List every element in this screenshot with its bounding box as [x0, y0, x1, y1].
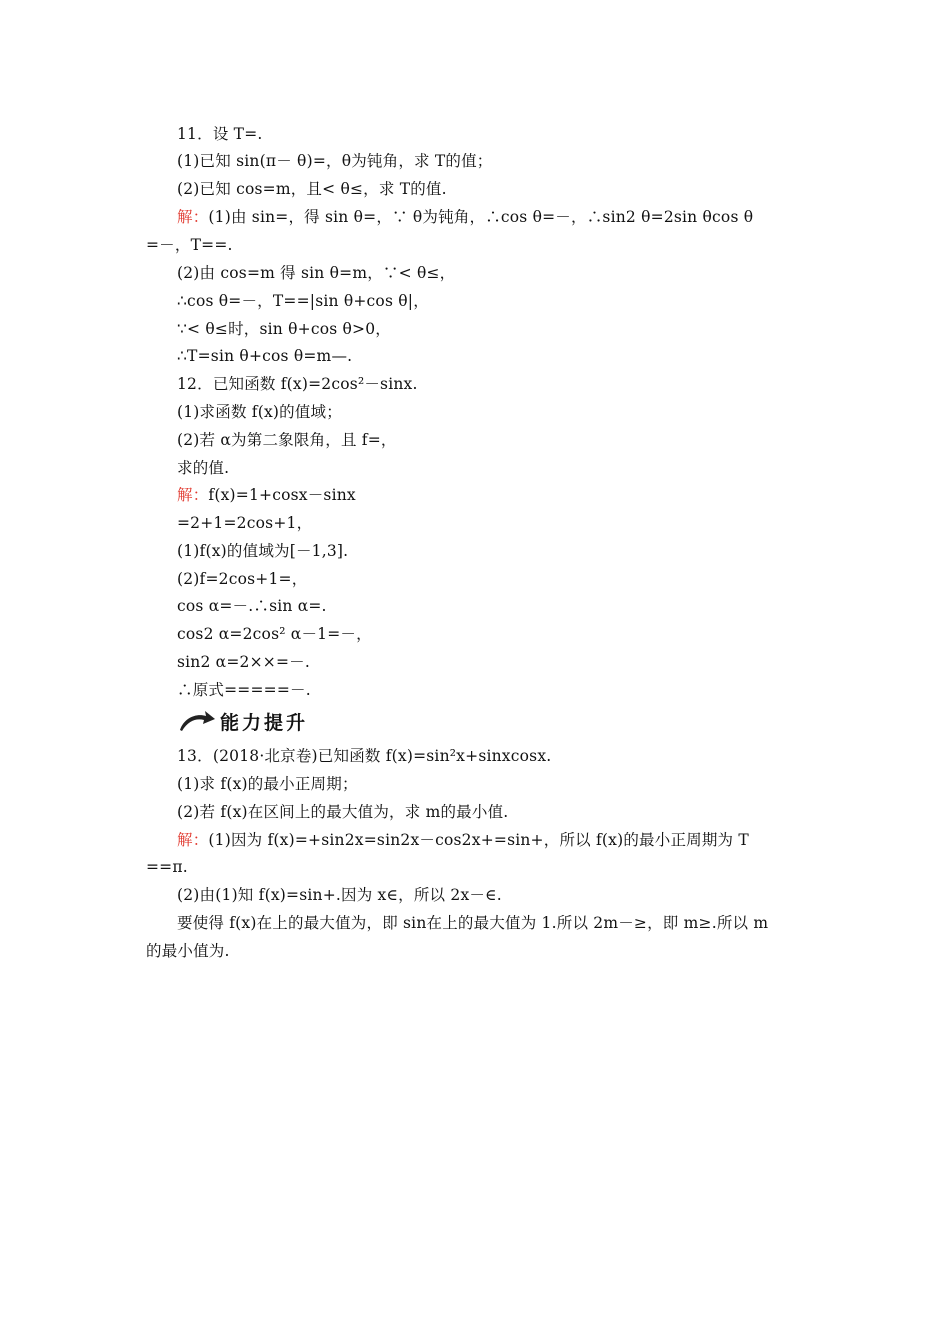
- line-text: ∴cos θ=－，T==|sin θ+cos θ|，: [177, 292, 429, 310]
- curved-arrow-icon: [176, 708, 216, 734]
- line-text: (1)已知 sin(π－ θ)=，θ为钝角，求 T的值；: [177, 152, 493, 170]
- text-line: [177, 885, 502, 905]
- section-banner-title: 能力提升: [220, 711, 309, 734]
- line-text: (2)f=2cos+1=，: [177, 570, 308, 588]
- line-text: sin2 α=2××=－.: [177, 653, 310, 671]
- line-text: (2)由 cos=m 得 sin θ=m，∵< θ≤，: [177, 264, 456, 282]
- line-text: 求的值.: [177, 459, 230, 477]
- text-line: [177, 513, 312, 533]
- line-text: (1)由 sin=，得 sin θ=，∵ θ为钝角，∴cos θ=－，∴sin2 θ=2sin θcos θ: [208, 208, 754, 226]
- text-line: [177, 652, 310, 672]
- line-text: f(x)=1+cosx－sinx: [208, 486, 356, 504]
- text-line: [177, 346, 352, 366]
- solution-label: 解：: [177, 831, 209, 849]
- line-text: 要使得 f(x)在上的最大值为，即 sin在上的最大值为 1.所以 2m－≥，即 m≥.所以 m: [177, 914, 769, 932]
- text-line: [177, 624, 372, 644]
- text-line: [177, 774, 358, 794]
- text-line: [146, 235, 233, 255]
- text-line: [177, 124, 263, 144]
- line-text: (1)求函数 f(x)的值域；: [177, 403, 342, 421]
- line-text: ==π.: [146, 858, 188, 876]
- line-text: cos α=－.∴sin α=.: [177, 597, 327, 615]
- text-line: [177, 430, 397, 450]
- text-line: [177, 374, 418, 394]
- line-text: (2)由(1)知 f(x)=sin+.因为 x∈，所以 2x－∈.: [177, 886, 502, 904]
- text-line: [177, 291, 429, 311]
- line-text: (2)若 f(x)在区间上的最大值为，求 m的最小值.: [177, 803, 509, 821]
- text-line: [177, 541, 348, 561]
- text-line: [177, 802, 508, 822]
- text-line: [177, 207, 753, 227]
- line-text: =－，T==.: [146, 236, 233, 254]
- text-line: [177, 830, 749, 850]
- line-text: (2)若 α为第二象限角，且 f=，: [177, 431, 397, 449]
- line-text: 12．已知函数 f(x)=2cos²－sinx.: [177, 375, 418, 393]
- line-text: ∴原式=====－.: [177, 681, 311, 699]
- text-line: [146, 857, 188, 877]
- line-text: cos2 α=2cos² α－1=－，: [177, 625, 372, 643]
- text-line: [177, 319, 391, 339]
- text-line: [177, 179, 447, 199]
- line-text: =2+1=2cos+1，: [177, 514, 313, 532]
- line-text: ∵< θ≤时，sin θ+cos θ>0，: [177, 320, 392, 338]
- text-line: [177, 458, 229, 478]
- text-line: [177, 569, 307, 589]
- text-line: [177, 485, 356, 505]
- text-line: [177, 746, 551, 766]
- line-text: (1)因为 f(x)=+sin2x=sin2x－cos2x+=sin+，所以 f(x)的最小正周期为 T: [208, 831, 749, 849]
- line-text: 13．(2018·北京卷)已知函数 f(x)=sin²x+sinxcosx.: [177, 747, 552, 765]
- line-text: (2)已知 cos=m，且< θ≤，求 T的值.: [177, 180, 447, 198]
- section-banner: [176, 706, 308, 736]
- line-text: 11．设 T=.: [177, 125, 263, 143]
- line-text: 的最小值为.: [146, 942, 230, 960]
- text-line: [177, 402, 342, 422]
- line-text: ∴T=sin θ+cos θ=m—.: [177, 347, 353, 365]
- solution-label: 解：: [177, 208, 209, 226]
- solution-label: 解：: [177, 486, 209, 504]
- text-line: [177, 151, 493, 171]
- text-line: [177, 913, 768, 933]
- text-line: [177, 596, 327, 616]
- line-text: (1)求 f(x)的最小正周期；: [177, 775, 358, 793]
- text-line: [146, 941, 230, 961]
- line-text: (1)f(x)的值域为[－1,3].: [177, 542, 349, 560]
- text-line: [177, 263, 455, 283]
- text-line: [177, 680, 311, 700]
